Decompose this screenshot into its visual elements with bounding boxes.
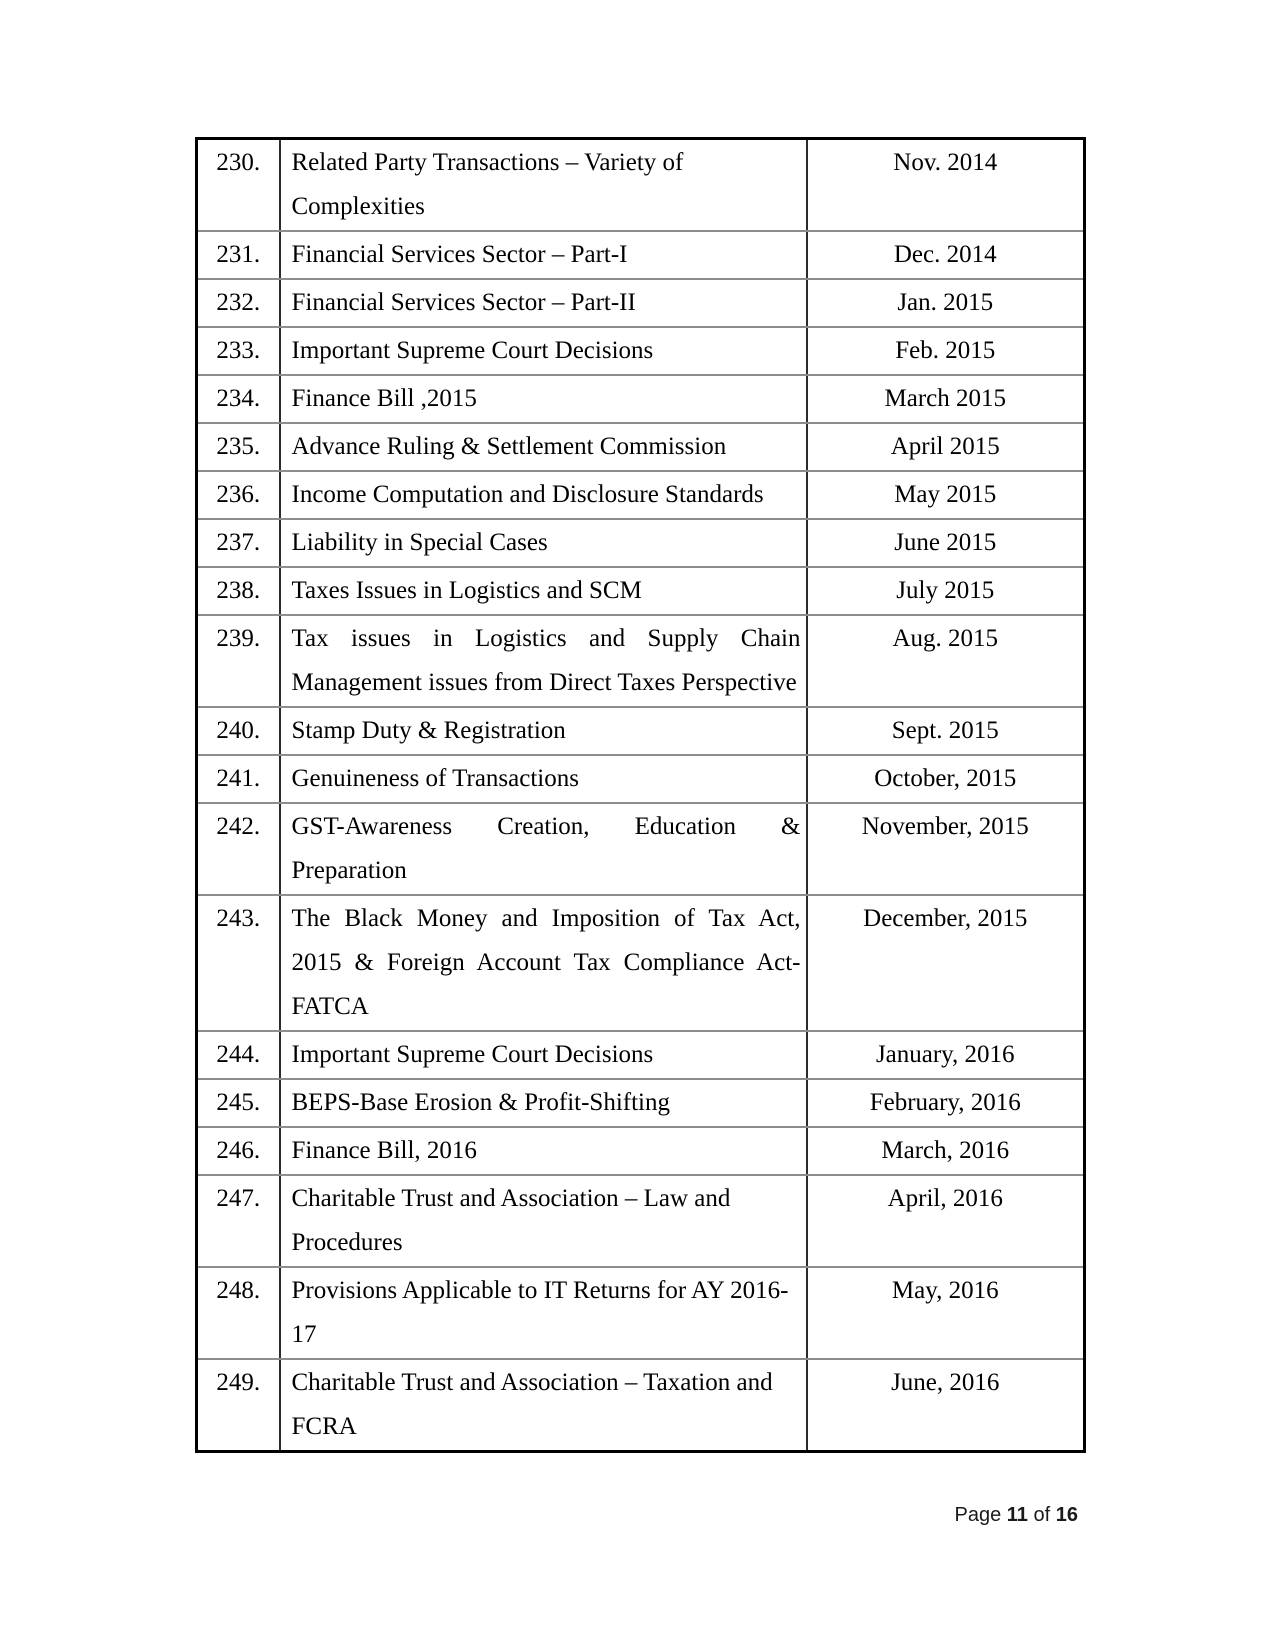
table-row: [197, 1031, 1085, 1079]
row-date: February, 2016: [807, 1079, 1085, 1127]
row-date: January, 2016: [807, 1031, 1085, 1079]
row-date: March 2015: [807, 375, 1085, 423]
row-serial-number: 243.: [197, 895, 280, 1031]
row-date: April, 2016: [807, 1175, 1085, 1267]
row-serial-number: 232.: [197, 279, 280, 327]
row-serial-number: 240.: [197, 707, 280, 755]
row-serial-number: 235.: [197, 423, 280, 471]
row-title: Charitable Trust and Association – Law and Procedures: [280, 1175, 807, 1267]
row-date: November, 2015: [807, 803, 1085, 895]
row-serial-number: 241.: [197, 755, 280, 803]
row-serial-number: 238.: [197, 567, 280, 615]
row-title: BEPS-Base Erosion & Profit-Shifting: [280, 1079, 807, 1127]
row-title: Finance Bill ,2015: [280, 375, 807, 423]
row-date: Feb. 2015: [807, 327, 1085, 375]
row-title: Financial Services Sector – Part-II: [280, 279, 807, 327]
table-row: [197, 615, 1085, 707]
table-row: [197, 1267, 1085, 1359]
row-serial-number: 248.: [197, 1267, 280, 1359]
row-date: June 2015: [807, 519, 1085, 567]
row-title: Genuineness of Transactions: [280, 755, 807, 803]
row-serial-number: 237.: [197, 519, 280, 567]
row-date: December, 2015: [807, 895, 1085, 1031]
table-row: [197, 1359, 1085, 1452]
row-serial-number: 239.: [197, 615, 280, 707]
table-row: [197, 327, 1085, 375]
articles-date-table: [195, 137, 1086, 1453]
row-date: October, 2015: [807, 755, 1085, 803]
table-row: [197, 803, 1085, 895]
row-date: July 2015: [807, 567, 1085, 615]
table-row: [197, 1175, 1085, 1267]
table-row: [197, 279, 1085, 327]
table-row: [197, 519, 1085, 567]
row-serial-number: 234.: [197, 375, 280, 423]
table-row: [197, 707, 1085, 755]
table-row: [197, 375, 1085, 423]
table-row: [197, 423, 1085, 471]
row-title: Important Supreme Court Decisions: [280, 327, 807, 375]
row-title: Related Party Transactions – Variety of Complexities: [280, 139, 807, 232]
row-title: Tax issues in Logistics and Supply Chain Management issues from Direct Taxes Perspective: [280, 615, 807, 707]
table-row: [197, 895, 1085, 1031]
row-date: Nov. 2014: [807, 139, 1085, 232]
footer-total-pages: 16: [1055, 1504, 1078, 1526]
row-date: Aug. 2015: [807, 615, 1085, 707]
row-date: Dec. 2014: [807, 231, 1085, 279]
row-date: May, 2016: [807, 1267, 1085, 1359]
row-title: Taxes Issues in Logistics and SCM: [280, 567, 807, 615]
row-title: Provisions Applicable to IT Returns for AY 2016-17: [280, 1267, 807, 1359]
row-serial-number: 236.: [197, 471, 280, 519]
row-title: Finance Bill, 2016: [280, 1127, 807, 1175]
row-serial-number: 247.: [197, 1175, 280, 1267]
row-date: Jan. 2015: [807, 279, 1085, 327]
row-title: Liability in Special Cases: [280, 519, 807, 567]
row-serial-number: 230.: [197, 139, 280, 232]
row-title: Advance Ruling & Settlement Commission: [280, 423, 807, 471]
row-date: May 2015: [807, 471, 1085, 519]
table-row: [197, 755, 1085, 803]
row-title: Stamp Duty & Registration: [280, 707, 807, 755]
footer-of-label: of: [1033, 1504, 1051, 1526]
footer-page-number: 11: [1006, 1504, 1028, 1526]
row-date: April 2015: [807, 423, 1085, 471]
table-row: [197, 471, 1085, 519]
row-title: Important Supreme Court Decisions: [280, 1031, 807, 1079]
table-row: [197, 231, 1085, 279]
row-date: June, 2016: [807, 1359, 1085, 1452]
row-serial-number: 231.: [197, 231, 280, 279]
table-body: [197, 139, 1085, 1452]
table-row: [197, 1127, 1085, 1175]
table-row: [197, 567, 1085, 615]
table-row: [197, 1079, 1085, 1127]
row-date: Sept. 2015: [807, 707, 1085, 755]
row-serial-number: 249.: [197, 1359, 280, 1452]
row-title: Financial Services Sector – Part-I: [280, 231, 807, 279]
footer-page-label: Page: [954, 1504, 1002, 1526]
row-serial-number: 245.: [197, 1079, 280, 1127]
row-serial-number: 242.: [197, 803, 280, 895]
table-row: [197, 139, 1085, 232]
row-serial-number: 246.: [197, 1127, 280, 1175]
row-title: GST-Awareness Creation, Education & Preparation: [280, 803, 807, 895]
row-serial-number: 244.: [197, 1031, 280, 1079]
row-serial-number: 233.: [197, 327, 280, 375]
row-date: March, 2016: [807, 1127, 1085, 1175]
row-title: Income Computation and Disclosure Standards: [280, 471, 807, 519]
page-footer: [955, 1502, 1079, 1528]
row-title: Charitable Trust and Association – Taxation and FCRA: [280, 1359, 807, 1452]
row-title: The Black Money and Imposition of Tax Act, 2015 & Foreign Account Tax Compliance Act- FATCA: [280, 895, 807, 1031]
